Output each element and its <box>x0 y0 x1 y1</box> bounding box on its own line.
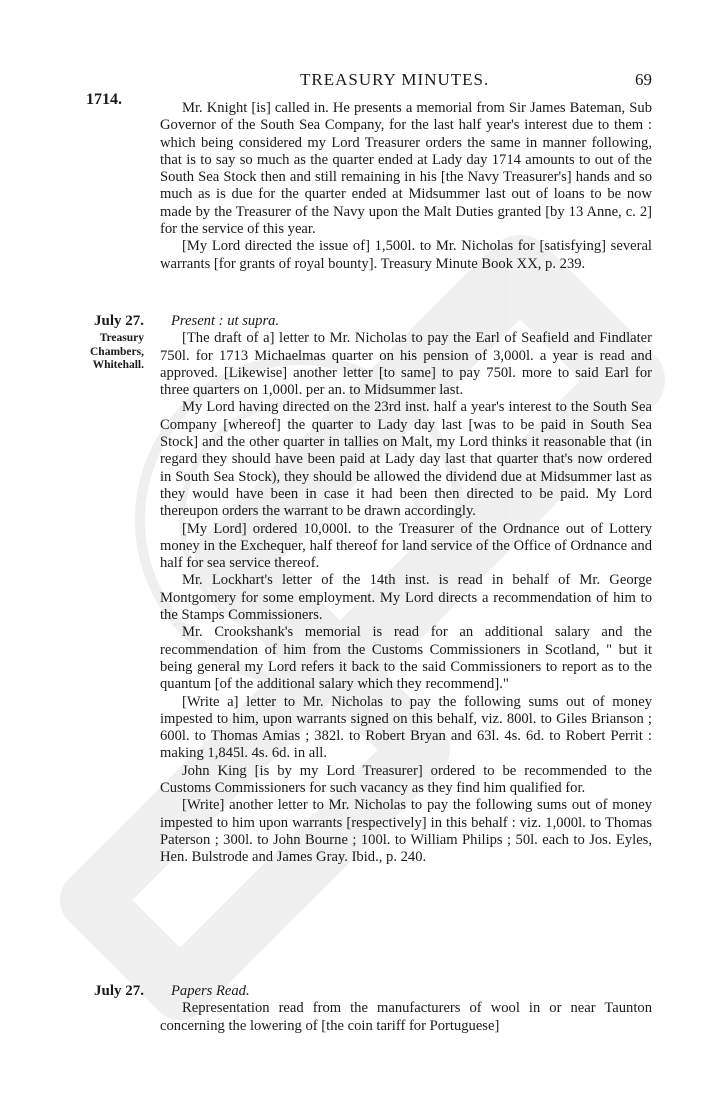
entry-heading: Present : ut supra. <box>171 313 280 329</box>
running-title: TREASURY MINUTES. <box>300 70 490 89</box>
margin-location-line: Chambers, <box>90 345 144 358</box>
paragraph: Mr. Lockhart's letter of the 14th inst. is read in behalf of Mr. George Montgomery for some employment. My Lord directs a recommendation of him to the Stamps Commissioners. <box>160 572 652 624</box>
margin-date: July 27. <box>93 983 144 999</box>
year-marker: 1714. <box>86 91 122 108</box>
entry-block-2 <box>160 313 652 867</box>
paragraph: [Write] another letter to Mr. Nicholas to pay the following sums out of money impested to him upon warrants [respectively] in this behalf : viz. 1,000l. to Thomas Paterson ; 300l. to John Bourne ; 100l. to William Philips ; 50l. each to Jos. Eyles, Hen. Bulstrode and James Gray. Ibid., p. 240. <box>160 797 652 866</box>
margin-location-line: Treasury <box>99 332 144 344</box>
paragraph: My Lord having directed on the 23rd inst. half a year's interest to the South Sea Company [whereof] the quarter to Lady day last [was to be paid in South Sea Stock] and the other quarter in tallies on Malt, my Lord thinks it reasonable that (in regard they should have been paid at Lady day last that quarter that's now ordered in South Sea Stock), they should be allowed the dividend due at Midsummer last as they would have been in case it had been then directed to be paid. My Lord thereupon orders the warrant to be drawn accordingly. <box>160 399 652 520</box>
paragraph: Mr. Crookshank's memorial is read for an additional salary and the recommendation of him from the Customs Commissioners in Scotland, " but it being general my Lord refers it back to the said Commissioners to report as to the quantum [of the additional salary which they recommend]." <box>160 624 652 693</box>
paragraph: [Write a] letter to Mr. Nicholas to pay the following sums out of money impested to him, upon warrants signed on this behalf, viz. 800l. to Giles Brianson ; 600l. to Thomas Amias ; 382l. to Robert Bryan and 63l. 4s. 6d. to Robert Perrit : making 1,845l. 4s. 6d. in all. <box>160 693 652 762</box>
margin-location-line: Whitehall. <box>92 359 144 371</box>
page-number: 69 <box>635 70 652 89</box>
entry-block-3 <box>160 983 652 1035</box>
paragraph: Mr. Knight [is] called in. He presents a memorial from Sir James Bateman, Sub Governor of the South Sea Company, for the last half year's interest due to them : which being considered my Lord Treasurer orders the same in manner following, that is to say so much as the quarter ended at Lady day 1714 amounts to out of the South Sea Stock then and still remaining in his [the Navy Treasurer's] hands and so much as is due for the quarter ended at Midsummer last out of loans to be now made by the Treasurer of the Navy upon the Malt Duties granted [by 13 Anne, c. 2] for the service of this year. <box>160 100 652 238</box>
entry-block-1 <box>160 100 652 273</box>
margin-date: July 27. <box>93 313 144 329</box>
paragraph: [My Lord] ordered 10,000l. to the Treasurer of the Ordnance out of Lottery money in the Exchequer, half thereof for land service of the Office of Ordnance and half for sea service thereof. <box>160 520 652 572</box>
margin-location <box>62 332 144 373</box>
paragraph: [My Lord directed the issue of] 1,500l. to Mr. Nicholas for [satisfying] several warrants [for grants of royal bounty]. Treasury Minute Book XX, p. 239. <box>160 238 652 272</box>
paragraph: [The draft of a] letter to Mr. Nicholas to pay the Earl of Seafield and Findlater 750l. for 1713 Michaelmas quarter on his pension of 3,000l. a year is read and approved. [Likewise] another letter [to same] to pay 750l. more to said Earl for three quarters on 1,000l. per an. to Midsummer last. <box>160 330 652 399</box>
paragraph: John King [is by my Lord Treasurer] ordered to be recommended to the Customs Commissioners for such vacancy as they find him qualified for. <box>160 762 652 797</box>
entry-heading: Papers Read. <box>171 983 250 999</box>
paragraph: Representation read from the manufacturers of wool in or near Taunton concerning the lowering of [the coin tariff for Portuguese] <box>160 1000 652 1034</box>
